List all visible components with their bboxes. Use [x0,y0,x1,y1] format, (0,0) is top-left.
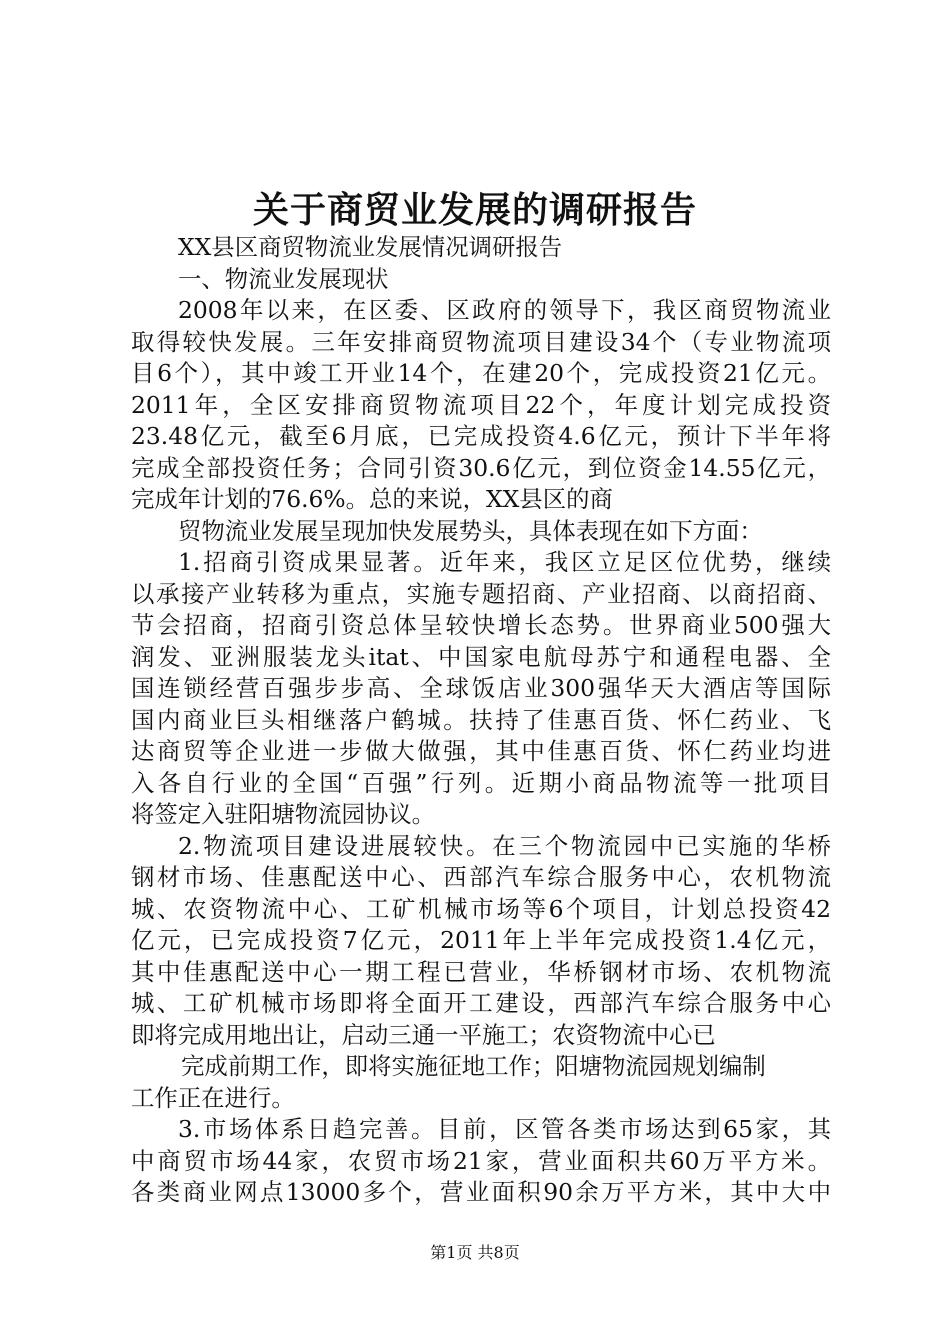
paragraph-line: 目6个），其中竣工开业14个，在建20个，完成投资21亿元。 [131,359,831,387]
paragraph-line: 钢材市场、佳惠配送中心、西部汽车综合服务中心，农机物流 [131,863,831,891]
paragraph-line: 23.48亿元，截至6月底，已完成投资4.6亿元，预计下半年将 [131,422,831,450]
paragraph-line: 完成全部投资任务；合同引资30.6亿元，到位资金14.55亿元， [131,453,831,482]
document-title: 关于商贸业发展的调研报告 [252,189,697,231]
paragraph-line: 2011年，全区安排商贸物流项目22个，年度计划完成投资 [131,390,831,419]
paragraph-line: 完成前期工作，即将实施征地工作；阳塘物流园规划编制 [181,1052,766,1080]
paragraph-line: 取得较快发展。三年安排商贸物流项目建设34个（专业物流项 [131,327,831,356]
paragraph-line: 其中佳惠配送中心一期工程已营业，华桥钢材市场、农机物流 [131,957,831,986]
paragraph-line: 国连锁经营百强步步高、全球饭店业300强华天大酒店等国际 [131,674,831,702]
section-heading: 一、物流业发展现状 [178,264,389,293]
paragraph-line: 亿元，已完成投资7亿元，2011年上半年完成投资1.4亿元， [131,926,831,954]
paragraph-line: 3.市场体系日趋完善。目前，区管各类市场达到65家，其 [178,1115,831,1143]
paragraph-line: 2008年以来，在区委、区政府的领导下，我区商贸物流业 [178,296,831,324]
paragraph-line: 以承接产业转移为重点，实施专题招商、产业招商、以商招商、 [131,579,831,608]
paragraph-line: 各类商业网点13000多个，营业面积90余万平方米，其中大中 [131,1178,831,1206]
document-body [131,232,831,1209]
paragraph-line: 贸物流业发展呈现加快发展势头，具体表现在如下方面： [178,516,763,545]
page-number-footer: 第1页 共8页 [430,1243,520,1262]
paragraph-line: 节会招商，招商引资总体呈较快增长态势。世界商业500强大 [131,611,831,639]
paragraph-line: 2.物流项目建设进展较快。在三个物流园中已实施的华桥 [178,831,831,860]
paragraph-line: 中商贸市场44家，农贸市场21家，营业面积共60万平方米。 [131,1146,831,1175]
paragraph-line: 工作正在进行。 [131,1083,295,1112]
paragraph-line: 城、工矿机械市场即将全面开工建设，西部汽车综合服务中心 [131,989,831,1017]
paragraph-line: 国内商业巨头相继落户鹤城。扶持了佳惠百货、怀仁药业、飞 [131,705,831,734]
paragraph-line: 达商贸等企业进一步做大做强，其中佳惠百货、怀仁药业均进 [131,737,831,765]
paragraph-line: 1.招商引资成果显著。近年来，我区立足区位优势，继续 [178,548,831,576]
paragraph-line: 城、农资物流中心、工矿机械市场等6个项目，计划总投资42 [131,894,831,923]
paragraph-line: 即将完成用地出让，启动三通一平施工；农资物流中心已 [131,1020,716,1049]
paragraph-line: 润发、亚洲服装龙头itat、中国家电航母苏宁和通程电器、全 [131,642,831,671]
paragraph-line: 完成年计划的76.6%。总的来说，XX县区的商 [131,485,613,513]
paragraph-line: 入各自行业的全国“百强”行列。近期小商品物流等一批项目 [131,768,831,797]
subtitle-line: XX县区商贸物流业发展情况调研报告 [178,233,563,261]
paragraph-line: 将签定入驻阳塘物流园协议。 [131,800,436,828]
